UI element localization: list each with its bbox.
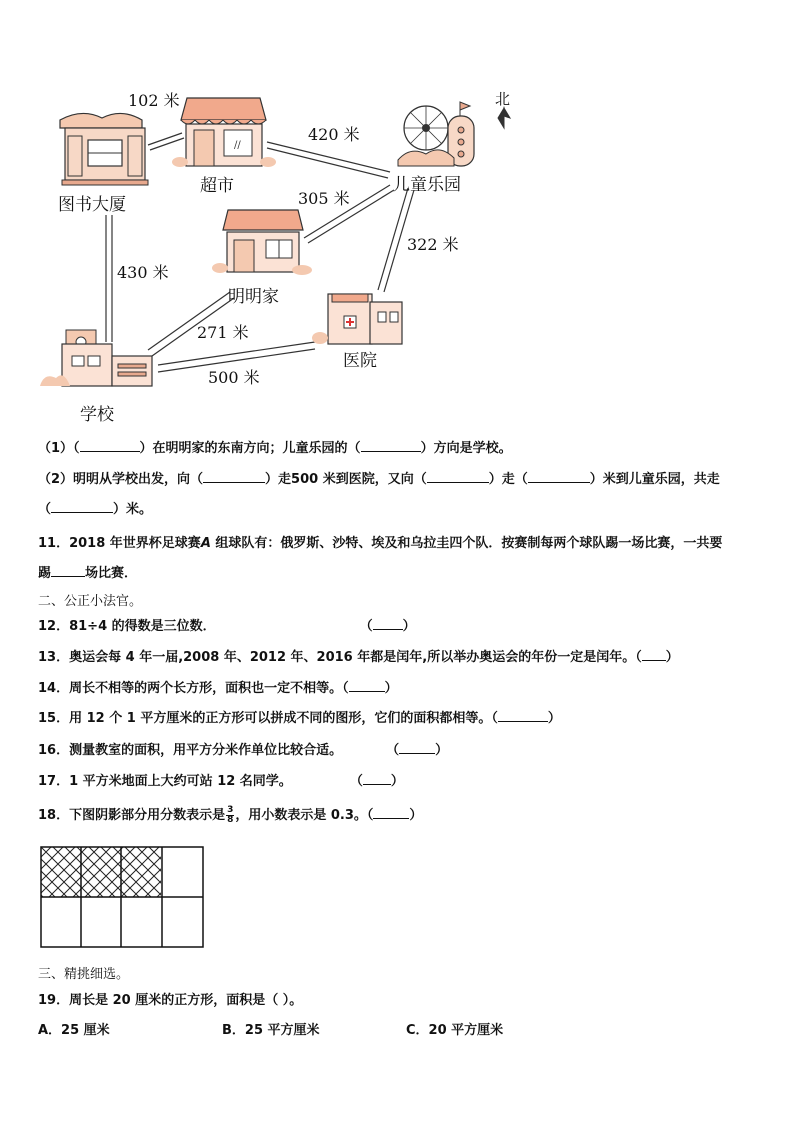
label-home: 明明家 bbox=[228, 287, 279, 307]
fraction bbox=[226, 806, 234, 825]
answer-blank[interactable] bbox=[498, 711, 548, 722]
question-18 bbox=[38, 804, 422, 825]
paren: ） bbox=[384, 681, 398, 696]
fraction-numerator: 3 bbox=[227, 805, 234, 815]
dist-school-hospital: 500 米 bbox=[208, 368, 260, 387]
q11-text-d: 场比赛． bbox=[85, 566, 138, 581]
q10-1-text-c: ）方向是学校。 bbox=[420, 441, 512, 456]
q10-1-text-b: ）在明明家的东南方向；儿童乐园的（ bbox=[139, 441, 361, 456]
answer-blank[interactable] bbox=[349, 681, 385, 692]
paren: ） bbox=[547, 711, 561, 726]
q10-2-text-f: ）米。 bbox=[113, 502, 153, 517]
q13-text: 13．奥运会每 4 年一届,2008 年、2012 年、2016 年都是闰年,所以举办奥运会的年份一定是闰年。（ bbox=[38, 650, 642, 665]
question-19: 19．周长是 20 厘米的正方形，面积是（ ）。 bbox=[38, 993, 303, 1008]
label-school: 学校 bbox=[80, 405, 114, 425]
q11-text-b: 组球队有：俄罗斯、沙特、埃及和乌拉圭四个队．按赛制每两个球队踢一场比赛，一共要 bbox=[210, 536, 723, 551]
question-10-2 bbox=[38, 468, 720, 487]
answer-blank[interactable] bbox=[361, 441, 421, 452]
q10-2-text-b: ）走500 米到医院，又向（ bbox=[265, 472, 427, 487]
home-building bbox=[212, 210, 312, 275]
q19-option-c[interactable]: C．20 平方厘米 bbox=[406, 1023, 504, 1038]
question-11-cont bbox=[38, 562, 137, 581]
paren: ） bbox=[390, 774, 404, 789]
label-supermarket: 超市 bbox=[200, 176, 234, 196]
answer-blank[interactable] bbox=[373, 619, 403, 630]
paren: ） bbox=[402, 619, 416, 634]
paren: （ bbox=[386, 743, 400, 758]
school-building bbox=[40, 330, 152, 386]
answer-blank[interactable] bbox=[528, 472, 590, 483]
answer-blank[interactable] bbox=[51, 502, 113, 513]
q10-1-text-a: （1）（ bbox=[38, 441, 80, 456]
question-17 bbox=[38, 770, 404, 789]
dist-library-supermarket: 102 米 bbox=[128, 91, 180, 110]
question-10-2-cont bbox=[38, 498, 152, 517]
q11-text-c: 踢 bbox=[38, 566, 52, 581]
q10-2-text-d: ）米到儿童乐园，共走 bbox=[589, 472, 720, 487]
q15-text: 15．用 12 个 1 平方厘米的正方形可以拼成不同的图形，它们的面积都相等。（ bbox=[38, 711, 498, 726]
q10-2-text-a: （2）明明从学校出发，向（ bbox=[38, 472, 204, 487]
label-hospital: 医院 bbox=[343, 351, 377, 371]
q10-2-text-c: ）走（ bbox=[488, 472, 528, 487]
paren: ） bbox=[665, 650, 679, 665]
q11-group-letter: A bbox=[200, 536, 211, 551]
paren: （ bbox=[359, 619, 373, 634]
hospital-building bbox=[312, 294, 402, 344]
answer-blank[interactable] bbox=[363, 774, 391, 785]
answer-blank[interactable] bbox=[427, 472, 489, 483]
north-label: 北 bbox=[495, 90, 511, 108]
label-park: 儿童乐园 bbox=[393, 175, 461, 195]
section-2-heading: 二、公正小法官。 bbox=[38, 594, 143, 609]
dist-supermarket-park: 420 米 bbox=[308, 125, 360, 144]
q18-text-a: 18．下图阴影部分用分数表示是 bbox=[38, 808, 226, 823]
q19-option-a[interactable]: A．25 厘米 bbox=[38, 1023, 110, 1038]
north-arrow bbox=[498, 108, 510, 128]
q19-option-b[interactable]: B．25 平方厘米 bbox=[222, 1023, 320, 1038]
q12-text: 12．81÷4 的得数是三位数． bbox=[38, 619, 216, 634]
question-11 bbox=[38, 532, 722, 551]
answer-blank[interactable] bbox=[642, 650, 666, 661]
q17-text: 17．1 平方米地面上大约可站 12 名同学。 bbox=[38, 774, 292, 789]
question-13 bbox=[38, 646, 679, 665]
dist-park-hospital: 322 米 bbox=[407, 235, 459, 254]
paren: ） bbox=[409, 808, 423, 823]
paren: ） bbox=[435, 743, 449, 758]
answer-blank[interactable] bbox=[399, 743, 435, 754]
answer-blank[interactable] bbox=[80, 441, 140, 452]
library-building bbox=[60, 113, 148, 185]
answer-blank[interactable] bbox=[51, 566, 85, 577]
dist-library-school: 430 米 bbox=[117, 263, 169, 282]
shaded-grid-figure bbox=[40, 846, 206, 950]
label-library: 图书大厦 bbox=[58, 195, 126, 215]
fraction-denominator: 8 bbox=[227, 815, 234, 825]
paren: （ bbox=[349, 774, 363, 789]
park-building bbox=[398, 102, 474, 166]
question-14 bbox=[38, 677, 398, 696]
q14-text: 14．周长不相等的两个长方形，面积也一定不相等。（ bbox=[38, 681, 349, 696]
q18-text-b: ，用小数表示是 0.3。（ bbox=[235, 808, 374, 823]
question-12 bbox=[38, 615, 416, 634]
question-16 bbox=[38, 739, 448, 758]
section-3-heading: 三、精挑细选。 bbox=[38, 967, 130, 982]
question-10-1 bbox=[38, 437, 512, 456]
supermarket-building bbox=[172, 98, 276, 167]
dist-school-home: 271 米 bbox=[197, 323, 249, 342]
q10-2-text-e: （ bbox=[38, 502, 52, 517]
q16-text: 16．测量教室的面积，用平方分米作单位比较合适。 bbox=[38, 743, 343, 758]
question-15 bbox=[38, 707, 561, 726]
q11-text-a: 11．2018 年世界杯足球赛 bbox=[38, 536, 201, 551]
answer-blank[interactable] bbox=[373, 808, 409, 819]
dist-home-park: 305 米 bbox=[298, 189, 350, 208]
answer-blank[interactable] bbox=[203, 472, 265, 483]
svg-text://: // bbox=[234, 140, 241, 151]
